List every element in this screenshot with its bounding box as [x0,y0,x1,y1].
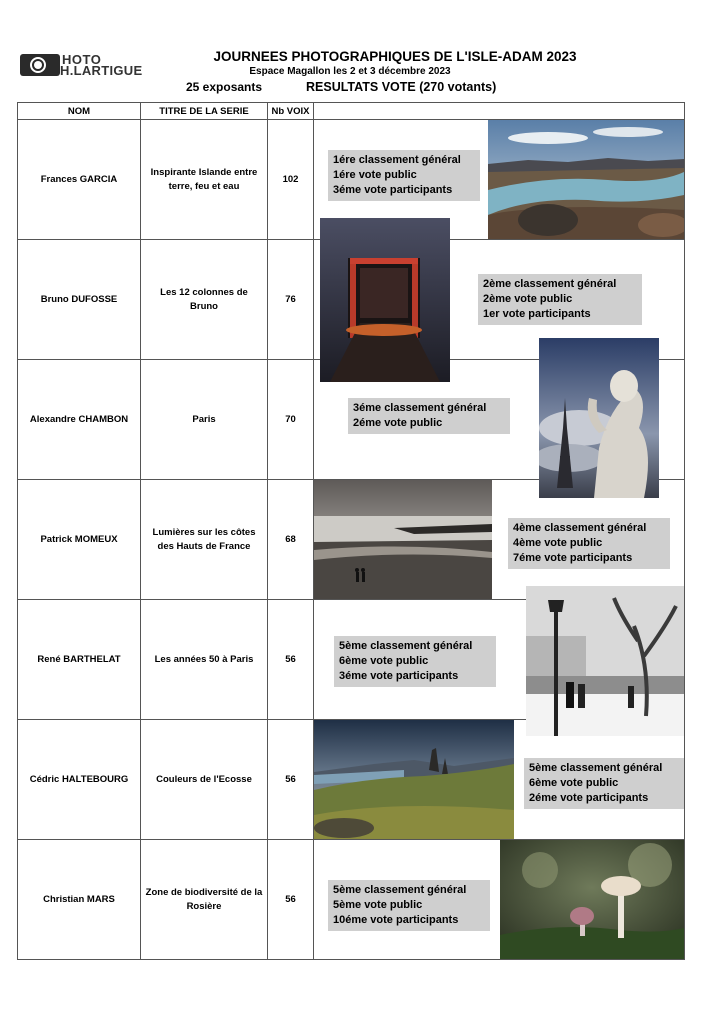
page-title: JOURNEES PHOTOGRAPHIQUES DE L'ISLE-ADAM 2023 [213,49,577,64]
ranking-line: 4ème vote public [513,537,603,549]
table-row [18,600,685,720]
voix-cell: 56 [268,600,314,720]
page-subtitle: Espace Magallon les 2 et 3 décembre 2023 [249,66,451,77]
ranking-line: 3éme vote participants [333,184,453,196]
ranking-line: 3éme vote participants [339,670,459,682]
ranking-line: 5ème classement général [333,884,467,896]
ranking-line: 1ére classement général [333,154,461,166]
iceland-river-photo [488,120,684,239]
ranking-box [508,518,670,569]
nom-cell: Cédric HALTEBOURG [18,720,141,840]
ranking-box [334,636,496,687]
ranking-line: 2éme vote public [353,417,443,429]
scotland-landscape-photo [314,720,514,839]
table-row [18,720,685,840]
voix-cell: 102 [268,120,314,240]
results-heading: RESULTATS VOTE (270 votants) [306,80,497,94]
club-logo [20,52,143,78]
result-cell [314,600,685,720]
nom-cell: Patrick MOMEUX [18,480,141,600]
voix-cell: 70 [268,360,314,480]
results-table [17,102,685,960]
header-titre: TITRE DE LA SERIE [141,103,268,120]
titre-cell: Zone de biodiversité de la Rosière [141,840,268,960]
ranking-line: 2ème vote public [483,293,573,305]
result-cell [314,720,685,840]
voix-cell: 68 [268,480,314,600]
beach-silhouettes-photo [314,480,492,599]
titre-cell: Les années 50 à Paris [141,600,268,720]
titre-cell: Lumières sur les côtes des Hauts de France [141,480,268,600]
ranking-line: 4ème classement général [513,522,647,534]
ranking-line: 1er vote participants [483,308,591,320]
logo-text-top: HOTO [62,52,102,67]
ranking-line: 7éme vote participants [513,552,633,564]
ranking-line: 2ème classement général [483,278,617,290]
nom-cell: René BARTHELAT [18,600,141,720]
titre-cell: Paris [141,360,268,480]
voix-cell: 76 [268,240,314,360]
ranking-line: 5ème classement général [339,640,473,652]
result-cell [314,840,685,960]
ranking-box [524,758,684,809]
ranking-line: 3éme classement général [353,402,487,414]
nom-cell: Alexandre CHAMBON [18,360,141,480]
ranking-line: 1ére vote public [333,169,417,181]
voix-cell: 56 [268,720,314,840]
voix-cell: 56 [268,840,314,960]
nom-cell: Frances GARCIA [18,120,141,240]
ranking-line: 5ème vote public [333,899,423,911]
table-row [18,840,685,960]
paris-lamppost-photo [526,586,684,736]
red-doorway-photo [320,218,450,382]
nom-cell: Christian MARS [18,840,141,960]
ranking-box [328,880,490,931]
camera-lens-icon [20,54,60,76]
mushrooms-photo [500,840,684,959]
ranking-box [328,150,480,201]
table-header-row [18,103,685,120]
header-results [314,103,685,120]
ranking-line: 5ème classement général [529,762,663,774]
ranking-box [348,398,510,434]
ranking-line: 6ème vote public [339,655,429,667]
ranking-line: 10éme vote participants [333,914,459,926]
ranking-line: 6ème vote public [529,777,619,789]
titre-cell: Les 12 colonnes de Bruno [141,240,268,360]
ranking-box [478,274,642,325]
titre-cell: Couleurs de l'Ecosse [141,720,268,840]
header-nom: NOM [18,103,141,120]
nom-cell: Bruno DUFOSSE [18,240,141,360]
header-voix: Nb VOIX [268,103,314,120]
eiffel-tower-statue-photo [539,338,659,498]
ranking-line: 2éme vote participants [529,792,649,804]
exposants-count: 25 exposants [186,80,263,94]
logo-text-bottom: H.LARTIGUE [60,63,143,78]
titre-cell: Inspirante Islande entre terre, feu et eau [141,120,268,240]
